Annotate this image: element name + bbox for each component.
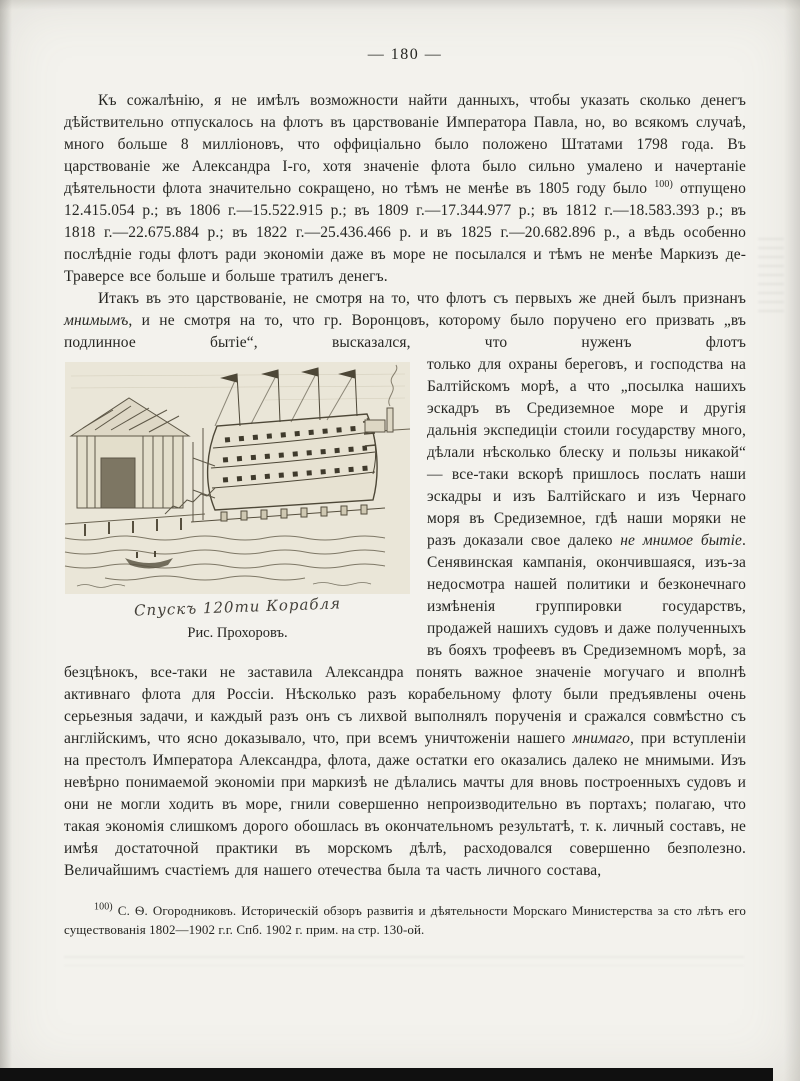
ship-engraving-illustration [64,362,411,594]
paragraph-reign-intro: Итакъ въ это царствованіе, не смотря на то, что флотъ съ первыхъ же дней былъ признанъ мнимымъ, и не смотря на то, что гр. Воронцовъ, которому было поручено его призвать „въ подлинное бытіе“, высказался, что нуженъ флотъ [64,290,746,351]
ship-hull [208,414,377,510]
figure-caption: Рис. Прохоровъ. [187,625,288,641]
ink-bleedthrough-artifact [64,956,744,966]
scan-bottom-bar [0,1068,773,1081]
footnote: $^{100)}$ С. Ѳ. Огородниковъ. Историческій обзоръ развитія и дѣятельности Морскаго Министерства за сто лѣтъ его существованія 1802—1902 г.г. Спб. 1902 г. прим. на стр. 130-ой. [64,901,746,937]
figure-handwritten-caption: Спускъ 120ти Корабля [133,594,342,620]
ink-bleedthrough-artifact [758,238,784,312]
paragraph-budget-figures: Къ сожалѣнію, я не имѣлъ возможности найти данныхъ, чтобы указать сколько денегъ дѣйствительно отпускалось на флотъ въ царствованіе Императора Павла, но, во всякомъ случаѣ, много больше 8 милліоновъ, что оффиціально было положено Штатами 1798 года. Въ царствованіе же Александра I-го, хотя значеніе флота было сильно умалено и начертаніе дѣятельности флота значительно сокращено, но тѣмъ не менѣе въ 1805 году было $^{100)}$ отпущено 12.415.054 р.; въ 1806 г.—15.522.915 р.; въ 1809 г.—17.344.977 р.; въ 1812 г.—18.583.393 р.; въ 1818 г.—22.675.884 р.; въ 1822 г.—25.436.466 р. и въ 1825 г.—20.682.896 р., а вѣдь особенно послѣдніе годы флотъ ради экономіи даже въ море не посылался и тѣмъ не менѣе Маркизъ де-Траверсе все больше и больше тратилъ денегъ. [64,92,747,285]
figure-and-wrapped-text [64,354,746,882]
page-content [64,46,746,939]
paragraph-fleet-campaigns: только для охраны береговъ, и господства на Балтійскомъ морѣ, а что „посылка нашихъ эскадръ въ Средиземное море и другія дальнія экспедиціи стоили государству много, дѣлали нѣсколько блеску и пользы никакой“ — все-таки вскорѣ пришлось послать наши эскадры и изъ Балтійскаго и изъ Чернаго моря въ Средиземное, гдѣ наши моряки не разъ доказали свое далеко не мнимое бытіе. Сенявинская кампанія, окончившаяся, изъ-за недосмотра нашей политики и безконечнаго измѣненія группировки государствъ, продажей нашихъ судовъ и даже полученныхъ въ бояхъ трофеевъ въ Средиземномъ морѣ, за безцѣнокъ, все-таки не заставила Александра понять важное значеніе могучаго и вполнѣ активнаго флота для Россіи. Нѣсколько разъ корабельному флоту были предъявлены очень серьезныя задачи, и каждый разъ онъ съ лихвой выполнялъ порученія и сражался совмѣстно съ англійскимъ, что ясно доказывало, что, при всемъ уничтоженіи нашего мнимаго, при вступленіи на престолъ Императора Александра, флота, даже остатки его оказались далеко не мнимыми. Изъ невѣрно понимаемой экономіи при маркизѣ не дѣлались мачты для вновь построенныхъ судовъ и они не могли ходить въ море, гнили совершенно непроизводительно въ портахъ; полагаю, что такая экономія слишкомъ дорого обошлась въ окончательномъ результатѣ, т. к. личный составъ, не имѣя достаточной практики въ морскомъ дѣлѣ, расходовался совершенно безполезно. Величайшимъ счастіемъ для нашего отечества была та часть личного состава, [64,356,746,879]
scan-edge-shadow [784,0,800,1081]
page-number: — 180 — [367,46,443,63]
ship-figure [64,362,411,642]
scan-edge-shadow [0,0,800,10]
scan-gutter-shadow [0,0,12,1081]
